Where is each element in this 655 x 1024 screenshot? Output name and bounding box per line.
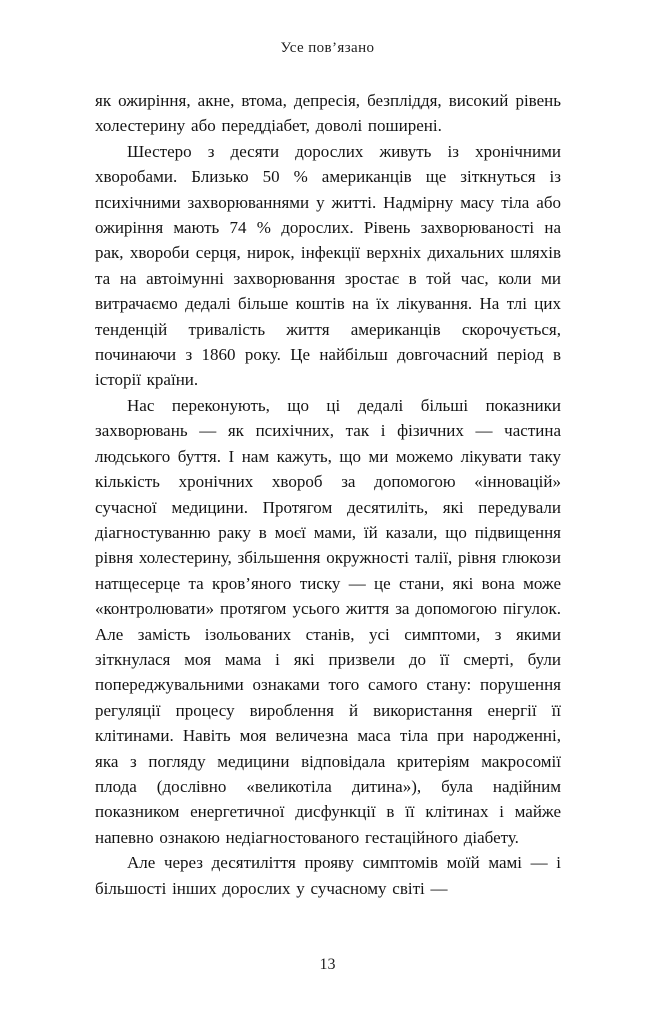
- paragraph: як ожиріння, акне, втома, депресія, безпліддя, високий рівень холестерину або переддіабет, доволі поширені.: [95, 91, 561, 136]
- paragraph: Нас переконують, що ці дедалі більші показники захворювань — як психічних, так і фізичних — частина людського буття. І нам кажуть, що ми можемо лікувати таку кількість хронічних хвороб за допомогою «інновацій» сучасної медицини. Протягом десятиліть, які передували діагностуванню раку в моєї мами, їй казали, що підвищення рівня холестерину, збільшення окружності талії, рівня глюкози натщесерце та кров’яного тиску — це стани, які вона може «контролювати» протягом усього життя за допомогою пігулок. Але замість ізольованих станів, усі симптоми, з якими зіткнулася моя мама і які призвели до її смерті, були попереджувальними ознаками того самого стану: порушення регуляції процесу вироблення й використання енергії її клітинами. Навіть моя величезна маса тіла при народженні, яка з погляду медицини відповідала критеріям макросомії плода (дослівно «великотіла дитина»), була надійним показником енергетичної дисфункції в її клітинах і майже напевно ознакою недіагностованого гестаційного діабету.: [95, 395, 561, 847]
- body-text: [95, 88, 561, 901]
- running-head: Усе пов’язано: [280, 40, 375, 56]
- page-number: 13: [319, 956, 336, 973]
- paragraph: Але через десятиліття прояву симптомів моїй мамі — і більшості інших дорослих у сучасному світі —: [95, 853, 561, 898]
- paragraph: Шестеро з десяти дорослих живуть із хронічними хворобами. Близько 50 % американців ще зіткнуться із психічними захворюваннями у житті. Надмірну масу тіла або ожиріння мають 74 % дорослих. Рівень захворюваності на рак, хвороби серця, нирок, інфекції верхніх дихальних шляхів та на автоімунні захворювання зростає в той час, коли ми витрачаємо дедалі більше коштів на їх лікування. На тлі цих тенденцій тривалість життя американців скорочується, починаючи з 1860 року. Це найбільш довгочасний період в історії країни.: [95, 141, 561, 390]
